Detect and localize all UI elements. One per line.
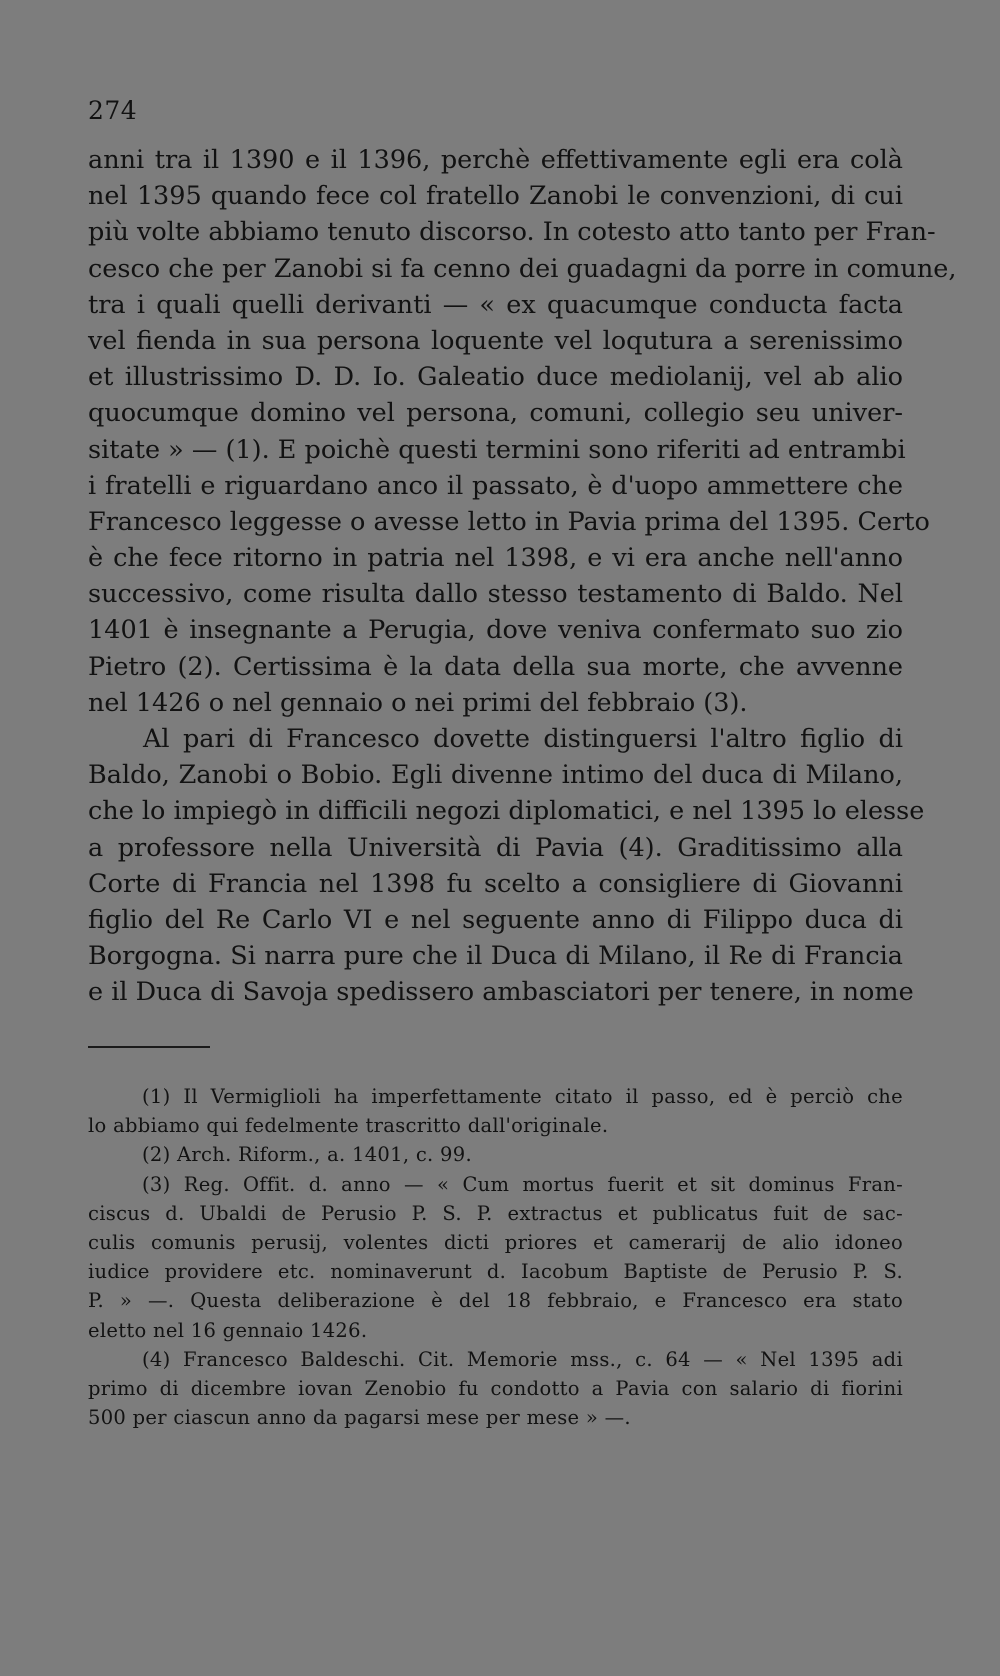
body-line: nel 1395 quando fece col fratello Zanobi le convenzioni, di cui <box>88 181 903 212</box>
body-line: a professore nella Università di Pavia (4). Graditissimo alla <box>88 832 903 863</box>
footnote-line: eletto nel 16 gennaio 1426. <box>88 1318 368 1342</box>
body-line: sitate » — (1). E poichè questi termini sono riferiti ad entrambi <box>88 434 906 465</box>
body-line: et illustrissimo D. D. Io. Galeatio duce mediolanij, vel ab alio <box>88 362 903 393</box>
body-line: che lo impiegò in difficili negozi diplomatici, e nel 1395 lo elesse <box>88 796 925 827</box>
body-line: è che fece ritorno in patria nel 1398, e vi era anche nell'anno <box>88 543 903 574</box>
body-text <box>88 142 957 1011</box>
body-line: tra i quali quelli derivanti — « ex quacumque conducta facta <box>88 289 903 320</box>
body-line: Francesco leggesse o avesse letto in Pavia prima del 1395. Certo <box>88 506 930 537</box>
body-line: Pietro (2). Certissima è la data della sua morte, che avvenne <box>88 651 903 682</box>
footnote-line: primo di dicembre iovan Zenobio fu condotto a Pavia con salario di fiorini <box>88 1376 903 1400</box>
footnote-line: 500 per ciascun anno da pagarsi mese per mese » —. <box>88 1406 631 1430</box>
footnote-line: (2) Arch. Riform., a. 1401, c. 99. <box>142 1143 472 1167</box>
footnote-line: P. » —. Questa deliberazione è del 18 febbraio, e Francesco era stato <box>88 1289 903 1313</box>
body-line: Baldo, Zanobi o Bobio. Egli divenne intimo del duca di Milano, <box>88 760 903 791</box>
body-line: Borgogna. Si narra pure che il Duca di Milano, il Re di Francia <box>88 941 903 972</box>
footnote-line: culis comunis perusij, volentes dicti priores et camerarij de alio idoneo <box>88 1230 903 1254</box>
footnote-line: (4) Francesco Baldeschi. Cit. Memorie mss., c. 64 — « Nel 1395 adi <box>142 1347 903 1371</box>
page-number: 274 <box>88 96 138 125</box>
footnotes <box>88 1082 903 1432</box>
footnote-line: iudice providere etc. nominaverunt d. Iacobum Baptiste de Perusio P. S. <box>88 1260 903 1284</box>
body-line: figlio del Re Carlo VI e nel seguente anno di Filippo duca di <box>88 904 903 935</box>
body-line: Al pari di Francesco dovette distinguersi l'altro figlio di <box>143 724 903 754</box>
body-line: i fratelli e riguardano anco il passato, è d'uopo ammettere che <box>88 470 903 501</box>
body-line: successivo, come risulta dallo stesso testamento di Baldo. Nel <box>88 579 903 610</box>
body-line: Corte di Francia nel 1398 fu scelto a consigliere di Giovanni <box>88 868 903 899</box>
footnote-line: lo abbiamo qui fedelmente trascritto dall'originale. <box>88 1114 609 1138</box>
body-line: nel 1426 o nel gennaio o nei primi del febbraio (3). <box>88 687 748 718</box>
body-line: anni tra il 1390 e il 1396, perchè effettivamente egli era colà <box>88 145 903 175</box>
body-line: 1401 è insegnante a Perugia, dove veniva confermato suo zio <box>88 615 903 646</box>
footnote-line: (1) Il Vermiglioli ha imperfettamente citato il passo, ed è perciò che <box>142 1085 903 1108</box>
body-line: cesco che per Zanobi si fa cenno dei guadagni da porre in comune, <box>88 253 957 284</box>
body-line: e il Duca di Savoja spedissero ambasciatori per tenere, in nome <box>88 977 914 1008</box>
body-line: più volte abbiamo tenuto discorso. In cotesto atto tanto per Fran- <box>88 217 936 248</box>
footnote-line: ciscus d. Ubaldi de Perusio P. S. P. extractus et publicatus fuit de sac- <box>88 1201 903 1225</box>
footnote-separator <box>88 1046 210 1048</box>
footnote-line: (3) Reg. Offit. d. anno — « Cum mortus fuerit et sit dominus Fran- <box>142 1172 903 1196</box>
body-line: vel fienda in sua persona loquente vel loqutura a serenissimo <box>88 325 903 356</box>
body-line: quocumque domino vel persona, comuni, collegio seu univer- <box>88 398 903 429</box>
